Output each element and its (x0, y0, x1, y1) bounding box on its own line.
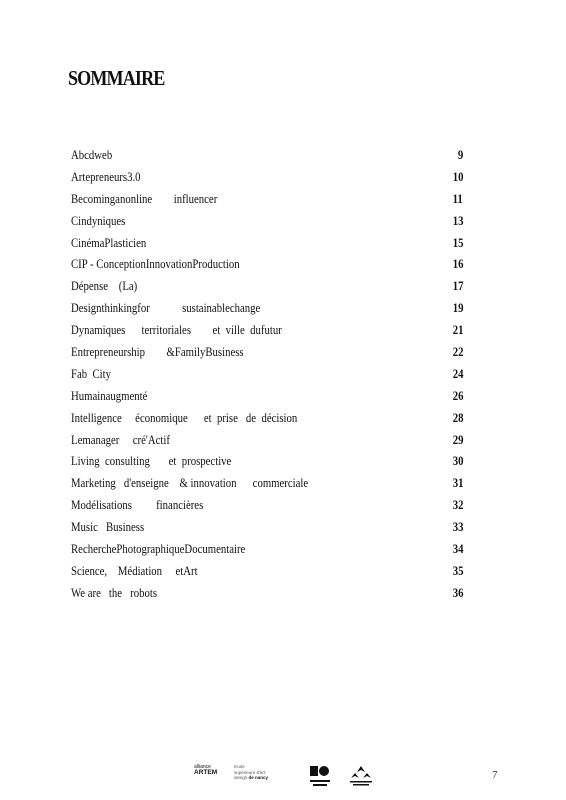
toc-entry-title: Fab City (71, 366, 112, 381)
toc-entry-page: 24 (452, 366, 463, 381)
toc-entry-page: 28 (452, 410, 463, 425)
logo-text: supérieure (234, 769, 256, 775)
toc-entry-page: 34 (452, 542, 463, 557)
toc-entry (71, 211, 463, 233)
toc-entry-page: 35 (452, 563, 463, 578)
icn-logo (308, 764, 332, 793)
toc-entry-page: 9 (457, 148, 463, 162)
logo-text: design (234, 775, 248, 780)
toc-entry (71, 539, 463, 561)
page-title: SOMMAIRE (68, 66, 165, 90)
toc-entry (71, 167, 463, 189)
toc-entry (71, 276, 463, 298)
alliance-artem-logo (194, 764, 222, 776)
toc-entry (71, 189, 463, 211)
toc-entry-title: We are the robots (71, 585, 157, 600)
university-mark-icon (347, 764, 375, 788)
toc-entry (71, 254, 463, 276)
toc-entry-title: RecherchePhotographiqueDocumentaire (71, 542, 246, 557)
toc-entry-title: Lemanager cré'Actif (71, 432, 170, 447)
toc-entry (71, 451, 463, 473)
toc-entry-page: 16 (452, 257, 463, 272)
toc-entry-page: 10 (452, 169, 463, 184)
toc-entry-title: Abcdweb (71, 148, 113, 162)
toc-entry-title: Music Business (71, 520, 145, 535)
toc-entry-page: 13 (452, 213, 463, 228)
toc-entry-title: Becominganonline influencer (71, 191, 218, 206)
toc-entry-title: Modélisations financières (71, 498, 204, 513)
toc-entry (71, 145, 463, 167)
toc-entry-page: 33 (452, 520, 463, 535)
toc-entry-page: 30 (452, 454, 463, 469)
toc-entry-title: Intelligence économique et prise de décision (71, 410, 298, 425)
toc-entry-title: Dépense (La) (71, 279, 138, 294)
toc-entry (71, 561, 463, 583)
toc-entry-title: Entrepreneurship &FamilyBusiness (71, 345, 244, 360)
toc-entry-page: 19 (452, 301, 463, 316)
toc-entry (71, 298, 463, 320)
toc-entry-title: Marketing d'enseigne & innovation commerciale (71, 476, 309, 491)
toc-entry (71, 364, 463, 386)
university-logo (347, 764, 375, 793)
toc-entry (71, 320, 463, 342)
toc-entry (71, 408, 463, 430)
toc-entry-title: CinémaPlasticien (71, 235, 147, 250)
toc-entry (71, 473, 463, 495)
toc-entry (71, 233, 463, 255)
toc-entry (71, 517, 463, 539)
toc-entry-title: Cindyniques (71, 213, 126, 228)
page-number: 7 (492, 769, 498, 781)
toc-entry-page: 36 (452, 585, 463, 600)
toc-entry-page: 32 (452, 498, 463, 513)
toc-entry-title: CIP - ConceptionInnovationProduction (71, 257, 240, 272)
toc-entry (71, 583, 463, 605)
table-of-contents (71, 145, 463, 605)
toc-entry (71, 430, 463, 452)
toc-entry-page: 22 (452, 345, 463, 360)
icn-mark-icon (308, 764, 332, 788)
ensad-nancy-logo (234, 764, 294, 781)
toc-entry-page: 17 (452, 279, 463, 294)
toc-entry-page: 31 (452, 476, 463, 491)
logo-text: alliance (194, 764, 211, 770)
footer-logos (0, 760, 566, 790)
toc-entry-page: 26 (452, 388, 463, 403)
toc-entry-title: Designthinkingfor sustainablechange (71, 301, 261, 316)
toc-entry-title: Artepreneurs3.0 (71, 169, 141, 184)
toc-entry (71, 386, 463, 408)
toc-entry-title: Living consulting et prospective (71, 454, 232, 469)
toc-entry (71, 495, 463, 517)
toc-entry-title: Humainaugmenté (71, 388, 148, 403)
logo-text: de nancy (248, 775, 269, 780)
toc-entry-page: 11 (452, 191, 463, 206)
logo-text: d'art (256, 769, 266, 775)
toc-entry-title: Dynamiques territoriales et ville dufutur (71, 323, 282, 338)
logo-text: école (234, 764, 245, 769)
toc-entry-title: Science, Médiation etArt (71, 563, 198, 578)
logo-text: ARTEM (194, 769, 218, 776)
toc-entry-page: 29 (452, 432, 463, 447)
toc-entry (71, 342, 463, 364)
toc-entry-page: 15 (452, 235, 463, 250)
toc-entry-page: 21 (452, 323, 463, 338)
